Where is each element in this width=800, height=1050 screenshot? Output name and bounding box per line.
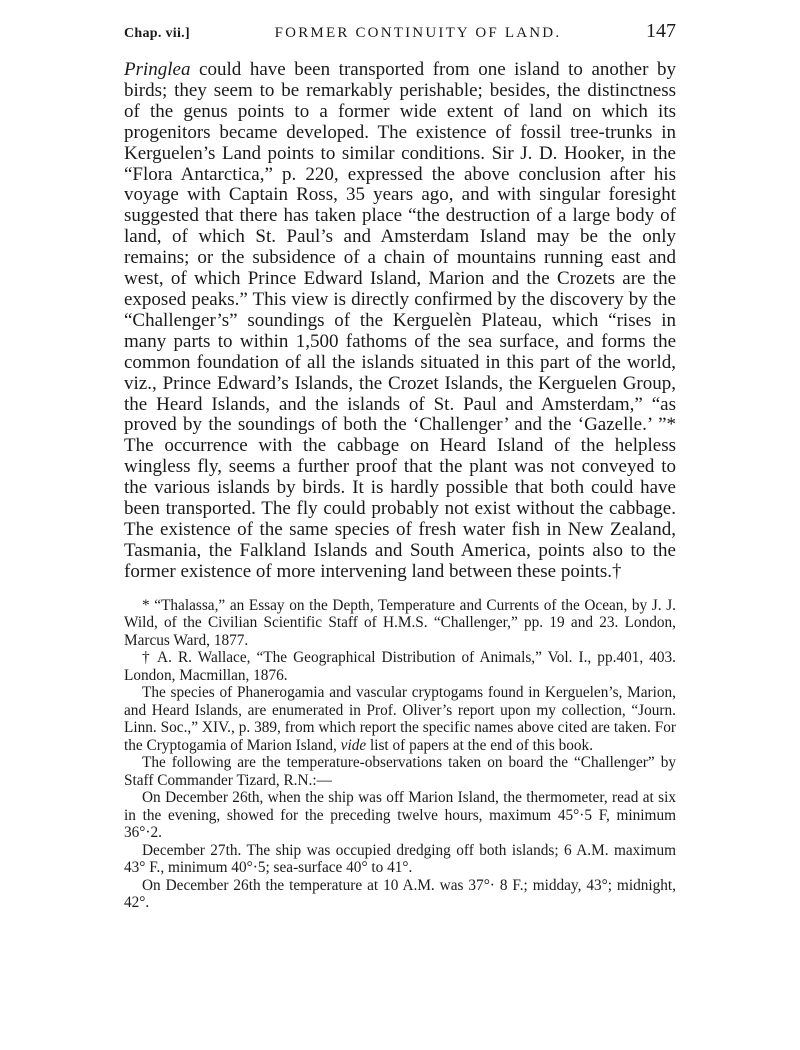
note-species-text: The species of Phanerogamia and vascular cryptogams found in Kerguelen’s, Marion, and Heard Islands, are enumerated in Prof. Oliver’s report upon my collection, “Journ. Linn. Soc.,” XIV., p. 389, from which report the specific names above cited are taken. For the Cryptogamia of Marion Island,: [124, 684, 676, 754]
footnote-asterisk: * “Thalassa,” an Essay on the Depth, Temperature and Currents of the Ocean, by J. J. Wild, of the Civilian Scientific Staff of H.M.S. “Challenger,” pp. 19 and 23. London, Marcus Ward, 1877.: [124, 596, 676, 649]
footnotes: [124, 597, 676, 912]
note-december-26-temps: On December 26th the temperature at 10 A.M. was 37°· 8 F.; midday, 43°; midnight, 42°.: [124, 876, 676, 912]
footnote-dagger: † A. R. Wallace, “The Geographical Distribution of Animals,” Vol. I., pp.401, 403. London, Macmillan, 1876.: [124, 649, 676, 684]
chapter-label: Chap. vii.]: [124, 26, 190, 41]
main-paragraph: [124, 60, 676, 583]
note-temperature-intro: The following are the temperature-observations taken on board the “Challenger” by Staff Commander Tizard, R.N.:—: [124, 754, 676, 789]
main-paragraph-text: could have been transported from one island to another by birds; they seem to be remarkably perishable; besides, the distinctness of the genus points to a former wide extent of land on which its progenitors became developed. The existence of fossil tree-trunks in Kerguelen’s Land points to similar conditions. Sir J. D. Hooker, in the “Flora Antarctica,” p. 220, expressed the above conclusion after his voyage with Captain Ross, 35 years ago, and with singular foresight suggested that there has taken place “the destruction of a large body of land, of which St. Paul’s and Amsterdam Island may be the only remains; or the subsidence of a chain of mountains running east and west, of which Prince Edward Island, Marion and the Crozets are the exposed peaks.” This view is directly confirmed by the discovery by the “Challenger’s” soundings of the Kerguelèn Plateau, which “rises in many parts to within 1,500 fathoms of the sea surface, and forms the common foundation of all the islands situated in this part of the world, viz., Prince Edward’s Islands, the Crozet Islands, the Kerguelen Group, the Heard Islands, and the islands of St. Paul and Amsterdam,” “as proved by the soundings of both the ‘Challenger’ and the ‘Gazelle.’ ”* The occurrence with the cabbage on Heard Island of the helpless wingless fly, seems a further proof that the plant was not conveyed to the various islands by birds. It is hardly possible that both could have been transported. The fly could probably not exist without the cabbage. The existence of the same species of fresh water fish in New Zealand, Tasmania, the Falkland Islands and South America, points also to the former existence of more intervening land between these points.†: [124, 59, 676, 582]
running-title: FORMER CONTINUITY OF LAND.: [274, 25, 562, 41]
note-species-text-end: list of papers at the end of this book.: [366, 736, 594, 754]
note-december-27: December 27th. The ship was occupied dredging off both islands; 6 A.M. maximum 43° F., minimum 40°·5; sea-surface 40° to 41°.: [124, 841, 676, 877]
page-number: 147: [646, 20, 676, 42]
running-header: [124, 20, 676, 52]
note-december-26: On December 26th, when the ship was off Marion Island, the thermometer, read at six in the evening, showed for the preceding twelve hours, maximum 45°·5 F, minimum 36°·2.: [124, 789, 676, 842]
book-page: [124, 20, 676, 912]
note-species: [124, 684, 676, 754]
note-species-italic: vide: [340, 736, 367, 754]
italic-genus-name: Pringlea: [124, 59, 191, 80]
